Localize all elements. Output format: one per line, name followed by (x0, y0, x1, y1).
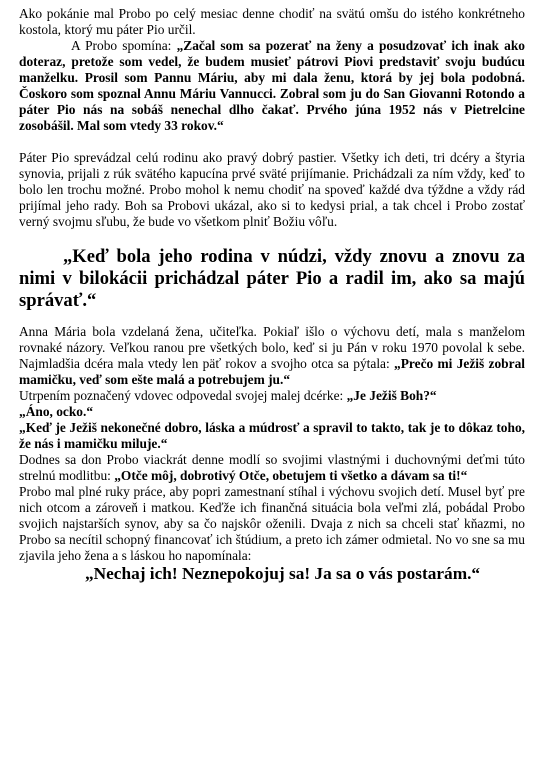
paragraph-widower-answer (19, 388, 525, 404)
highlight-quote-wife: „Nechaj ich! Neznepokojuj sa! Ja sa o vás postarám.“ (85, 564, 481, 583)
prayer-intro: Dodnes sa don Probo viackrát denne modlí so svojimi vlastnými i duchovnými deťmi túto strelnú modlitbu: (19, 452, 525, 483)
paragraph-anna-maria (19, 324, 525, 388)
highlight-quote-bilocation: „Keď bola jeho rodina v núdzi, vždy znovu a znovu za nimi v bilokácii prichádzal páter Pio a radil im, ako sa majú správať.“ (19, 246, 525, 311)
widower-text: Utrpením poznačený vdovec odpovedal svojej malej dcérke: (19, 388, 347, 403)
paragraph-infinite-goodness: „Keď je Ježiš nekonečné dobro, láska a múdrosť a spravil to takto, tak je to dôkaz toho, že nás i mamičku miluje.“ (19, 420, 525, 451)
paragraph-good-shepherd: Páter Pio sprevádzal celú rodinu ako pravý dobrý pastier. Všetky ich deti, tri dcéry a štyria synovia, prijali z rúk svätého kapucína prvé sväté prijímanie. Prichádzali za ním vždy, keď to bolo len trochu možné. Probo mohol k nemu chodiť na spoveď každé dva týždne a vždy rád prijímal jeho rady. Boh sa Probovi ukázal, ako si to kedysi prial, a tak chcel i Probo zostať verný svojmu sľubu, že bude vo všetkom plniť Božiu vôľu. (19, 150, 525, 229)
widower-question: „Je Ježiš Boh?“ (346, 388, 437, 403)
paragraph-yes-daddy: „Áno, ocko.“ (19, 404, 94, 419)
paragraph-probo-recalls (19, 38, 525, 134)
daughter-question: „Prečo mi Ježiš zobral mamičku, veď som ešte malá a potrebujem ju.“ (19, 356, 525, 387)
paragraph-penance: Ako pokánie mal Probo po celý mesiac denne chodiť na svätú omšu do istého konkrétneho kostola, ktorý mu páter Pio určil. (19, 6, 525, 37)
paragraph-work-and-dream: Probo mal plné ruky práce, aby popri zamestnaní stíhal i výchovu svojich detí. Musel byť pre nich otcom a zároveň i matkou. Keďže ich finančná situácia bola veľmi zlá, pobádal Probo svojich najstarších synov, aby sa čo najskôr oženili. Dvaja z nich sa chceli stať kňazmi, no Probo sa necítil schopný financovať ich štúdium, a preto ich zámer odmietal. No vo sne sa mu zjavila jeho žena a s láskou ho napomínala: (19, 484, 525, 563)
prayer-text: „Otče môj, dobrotivý Otče, obetujem ti všetko a dávam sa ti!“ (114, 468, 468, 483)
recall-quote: „Začal som sa pozerať na ženy a posudzovať ich inak ako doteraz, pretože som vedel, že budem musieť pátrovi Piovi predstaviť svoju budúcu manželku. Prosil som Pannu Máriu, aby mi dala ženu, ktorá by jej bola podobná. Čoskoro som spoznal Annu Máriu Vannucci. Zobral som ju do San Giovanni Rotondo a páter Pio nás na sobáš nenechal dlho čakať. Prvého júna 1952 nás v Pietrelcine zosobášil. Mal som vtedy 33 rokov.“ (19, 38, 525, 133)
recall-intro: A Probo spomína: (71, 38, 177, 53)
paragraph-prayer (19, 452, 525, 484)
anna-maria-text: Anna Mária bola vzdelaná žena, učiteľka. Pokiaľ išlo o výchovu detí, mala s manželom rovnaké názory. Veľkou ranou pre všetkých bolo, keď si ju Pán v roku 1970 povolal k sebe. Najmladšia dcéra mala vtedy len päť rokov a svojho otca sa pýtala: (19, 324, 525, 371)
